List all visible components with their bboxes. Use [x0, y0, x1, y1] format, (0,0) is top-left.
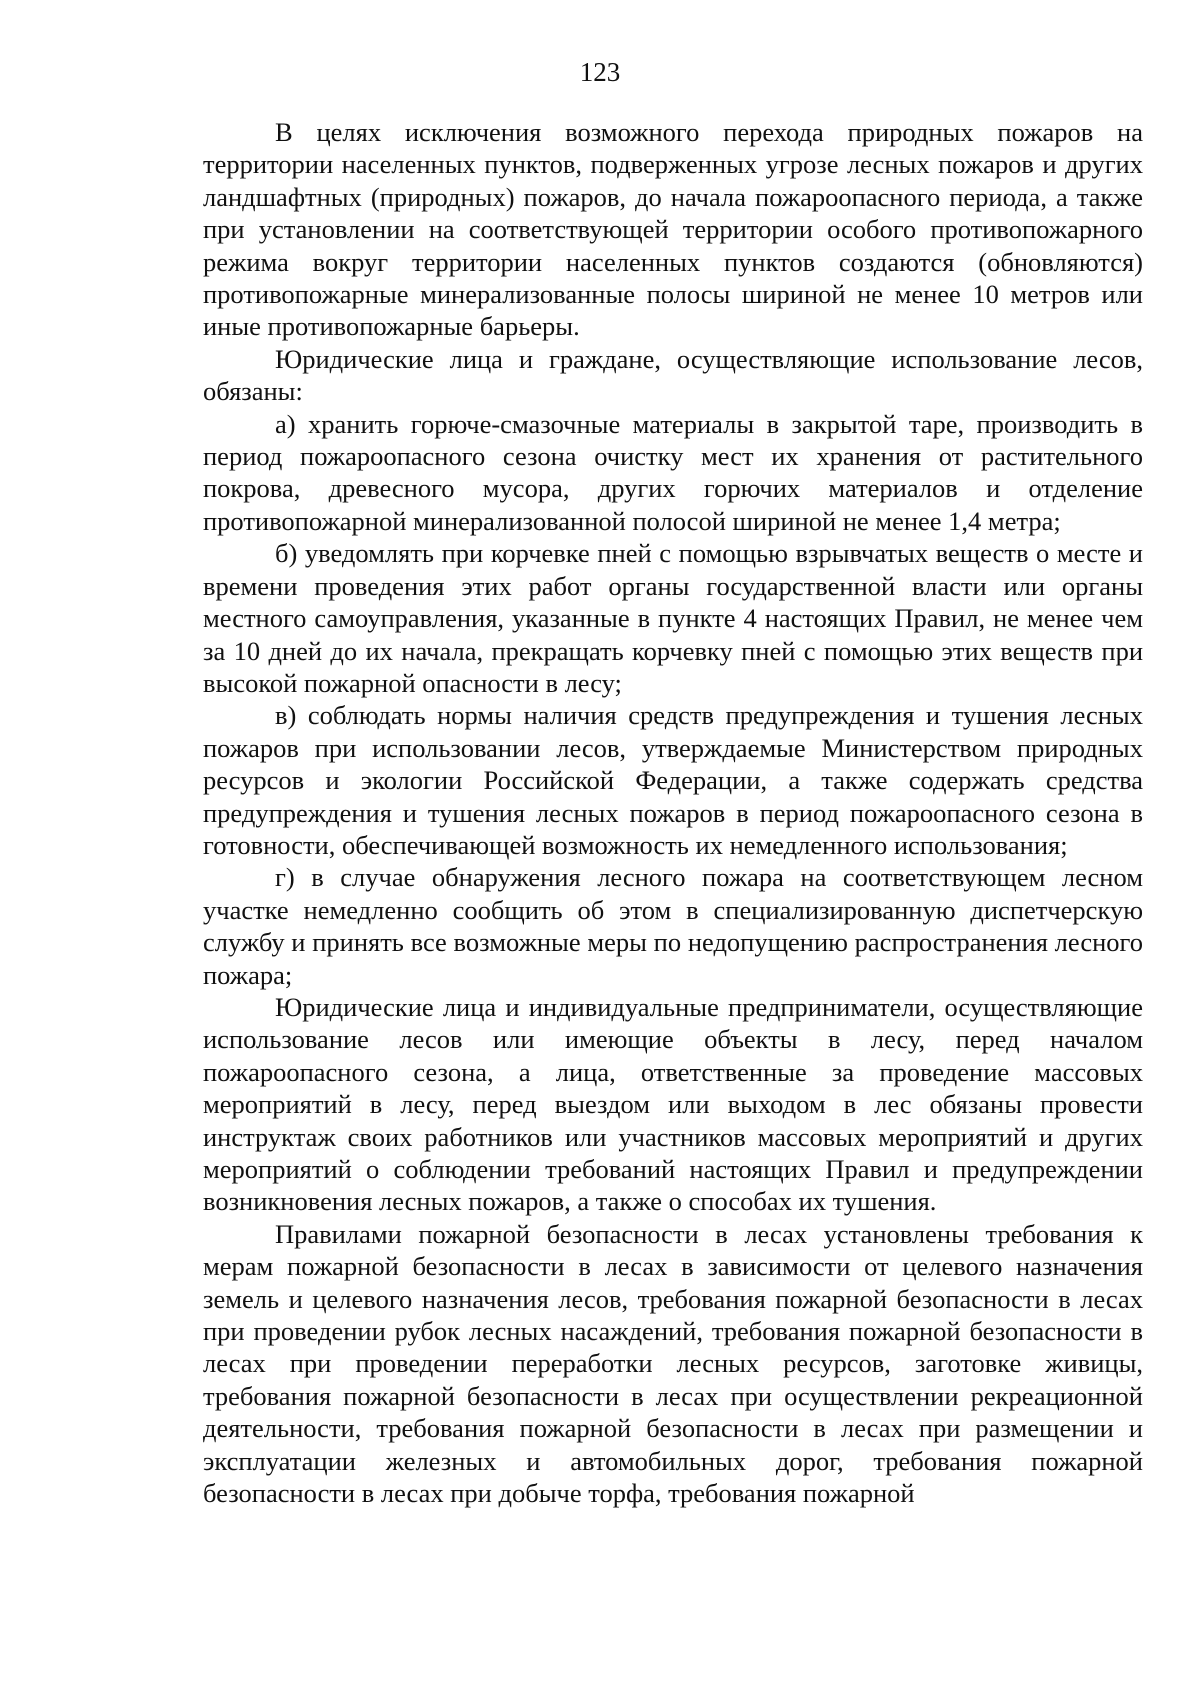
- paragraph-item-a: а) хранить горюче-смазочные материалы в закрытой таре, производить в период пожароопасного сезона очистку мест их хранения от растительного покрова, древесного мусора, других горючих материалов и отделение противопожарной минерализованной полосой шириной не менее 1,4 метра;: [203, 408, 1143, 536]
- paragraph-item-g: г) в случае обнаружения лесного пожара на соответствующем лесном участке немедленно сообщить об этом в специализированную диспетчерскую службу и принять все возможные меры по недопущению распространения лесного пожара;: [203, 862, 1143, 990]
- paragraph-item-v: в) соблюдать нормы наличия средств предупреждения и тушения лесных пожаров при использовании лесов, утверждаемые Министерством природных ресурсов и экологии Российской Федерации, а также содержать средства предупреждения и тушения лесных пожаров в период пожароопасного сезона в готовности, обеспечивающей возможность их немедленного использования;: [203, 700, 1143, 860]
- paragraph-obligations-intro: Юридические лица и граждане, осуществляющие использование лесов, обязаны:: [203, 343, 1143, 407]
- paragraph-briefing: Юридические лица и индивидуальные предприниматели, осуществляющие использование лесов или имеющие объекты в лесу, перед началом пожароопасного сезона, а лица, ответственные за проведение массовых мероприятий в лесу, перед выездом или выходом в лес обязаны провести инструктаж своих работников или участников массовых мероприятий и других мероприятий о соблюдении требований настоящих Правил и предупреждении возникновения лесных пожаров, а также о способах их тушения.: [203, 991, 1143, 1217]
- paragraph-firebreak-strips: В целях исключения возможного перехода природных пожаров на территории населенных пунктов, подверженных угрозе лесных пожаров и других ландшафтных (природных) пожаров, до начала пожароопасного периода, а также при установлении на соответствующей территории особого противопожарного режима вокруг территории населенных пунктов создаются (обновляются) противопожарные минерализованные полосы шириной не менее 10 метров или иные противопожарные барьеры.: [203, 117, 1143, 342]
- document-body: [203, 116, 1143, 1509]
- paragraph-fire-safety-rules: Правилами пожарной безопасности в лесах установлены требования к мерам пожарной безопасности в лесах в зависимости от целевого назначения земель и целевого назначения лесов, требования пожарной безопасности в лесах при проведении рубок лесных насаждений, требования пожарной безопасности в лесах при проведении переработки лесных ресурсов, заготовке живицы, требования пожарной безопасности в лесах при осуществлении рекреационной деятельности, требования пожарной безопасности в лесах при размещении и эксплуатации железных и автомобильных дорог, требования пожарной безопасности в лесах при добыче торфа, требования пожарной: [203, 1218, 1143, 1509]
- page-number: 123: [579, 57, 621, 87]
- paragraph-item-b: б) уведомлять при корчевке пней с помощью взрывчатых веществ о месте и времени проведения этих работ органы государственной власти или органы местного самоуправления, указанные в пункте 4 настоящих Правил, не менее чем за 10 дней до их начала, прекращать корчевку пней с помощью этих веществ при высокой пожарной опасности в лесу;: [203, 538, 1143, 698]
